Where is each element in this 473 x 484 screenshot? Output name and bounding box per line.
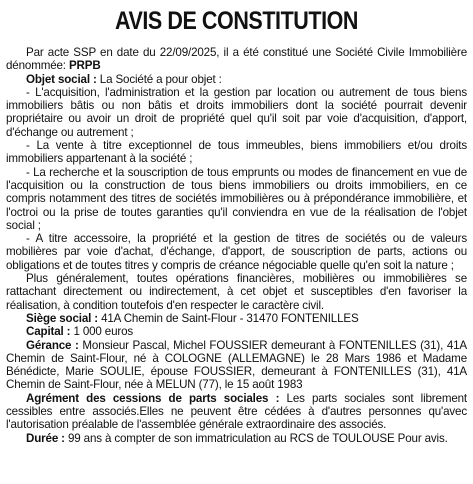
objet-item: - La vente à titre exceptionnel de tous immeubles, biens immobiliers et/ou droits immobiliers appartenant à la société ; xyxy=(6,139,467,166)
duree-label: Durée : xyxy=(26,431,65,445)
capital-paragraph xyxy=(6,325,467,338)
objet-item: - A titre accessoire, la propriété et la gestion de titres de sociétés ou de valeurs mobilières par voie d'achat, d'échange, d'apport, de souscription de parts, actions ou obligations et de toutes titres y compris de créance négociable quelle qu'en soit la nature ; xyxy=(6,232,467,272)
duree-value: 99 ans à compter de son immatriculation au RCS de TOULOUSE Pour avis. xyxy=(64,431,448,445)
agrement-label: Agrément des cessions de parts sociales : xyxy=(26,391,280,405)
duree-paragraph xyxy=(6,432,467,445)
capital-value: 1 000 euros xyxy=(70,325,134,339)
capital-label: Capital : xyxy=(26,325,71,339)
intro-paragraph xyxy=(6,46,467,73)
gerance-value: Monsieur Pascal, Michel FOUSSIER demeurant à FONTENILLES (31), 41A Chemin de Saint-Flour, né à COLOGNE (ALLEMAGNE) le 28 Mars 1986 et Madame Bénédicte, Marie SOULIE, épouse FOUSSIER, demeurant à FONTENILLES (31), 41A Chemin de Saint-Flour, née à MELUN (77), le 15 août 1983 xyxy=(6,338,468,392)
siege-label: Siège social : xyxy=(26,311,99,325)
gerance-label: Gérance : xyxy=(26,338,79,352)
agrement-value: Les parts sociales sont librement cessibles entre associés.Elles ne peuvent être cédées à d'autres personnes qu'avec l'autorisation préalable de l'assemblée générale extraordinaire des associés. xyxy=(6,391,467,432)
intro-text: Par acte SSP en date du 22/09/2025, il a été constitué une Société Civile Immobilière dénommée: xyxy=(6,46,467,73)
objet-item: - La recherche et la souscription de tous emprunts ou modes de financement en vue de l'acquisition ou la construction de tous biens immobiliers ou droits immobiliers, en ce compris notamment des titres de sociétés immobilières ou à prépondérance immobilière, et l'octroi ou la prise de toutes garanties qu'il conviendra en vue de la réalisation de l'objet social ; xyxy=(6,165,467,232)
objet-intro: La Société a pour objet : xyxy=(96,72,222,86)
objet-heading xyxy=(6,73,467,86)
siege-paragraph xyxy=(6,312,467,325)
gerance-paragraph xyxy=(6,339,467,392)
objet-general: Plus généralement, toutes opérations financières, mobilières ou immobilières se rattachant directement ou indirectement, à cet objet et susceptibles d'en favoriser la réalisation, à condition toutefois d'en respecter le caractère civil. xyxy=(6,272,467,312)
company-name: PRPB xyxy=(68,59,101,73)
siege-value: 41A Chemin de Saint-Flour - 31470 FONTENILLES xyxy=(98,311,359,325)
notice-title: AVIS DE CONSTITUTION xyxy=(114,7,359,35)
agrement-paragraph xyxy=(6,392,467,432)
objet-label: Objet social : xyxy=(26,72,97,86)
objet-item: - L'acquisition, l'administration et la gestion par location ou autrement de tous biens immobiliers bâtis ou non bâtis et droits immobiliers dont la société pourrait devenir propriétaire ou avoir un droit de propriété quel qu'il soit par voie d'acquisition, d'apport, d'échange ou autrement ; xyxy=(6,85,467,139)
